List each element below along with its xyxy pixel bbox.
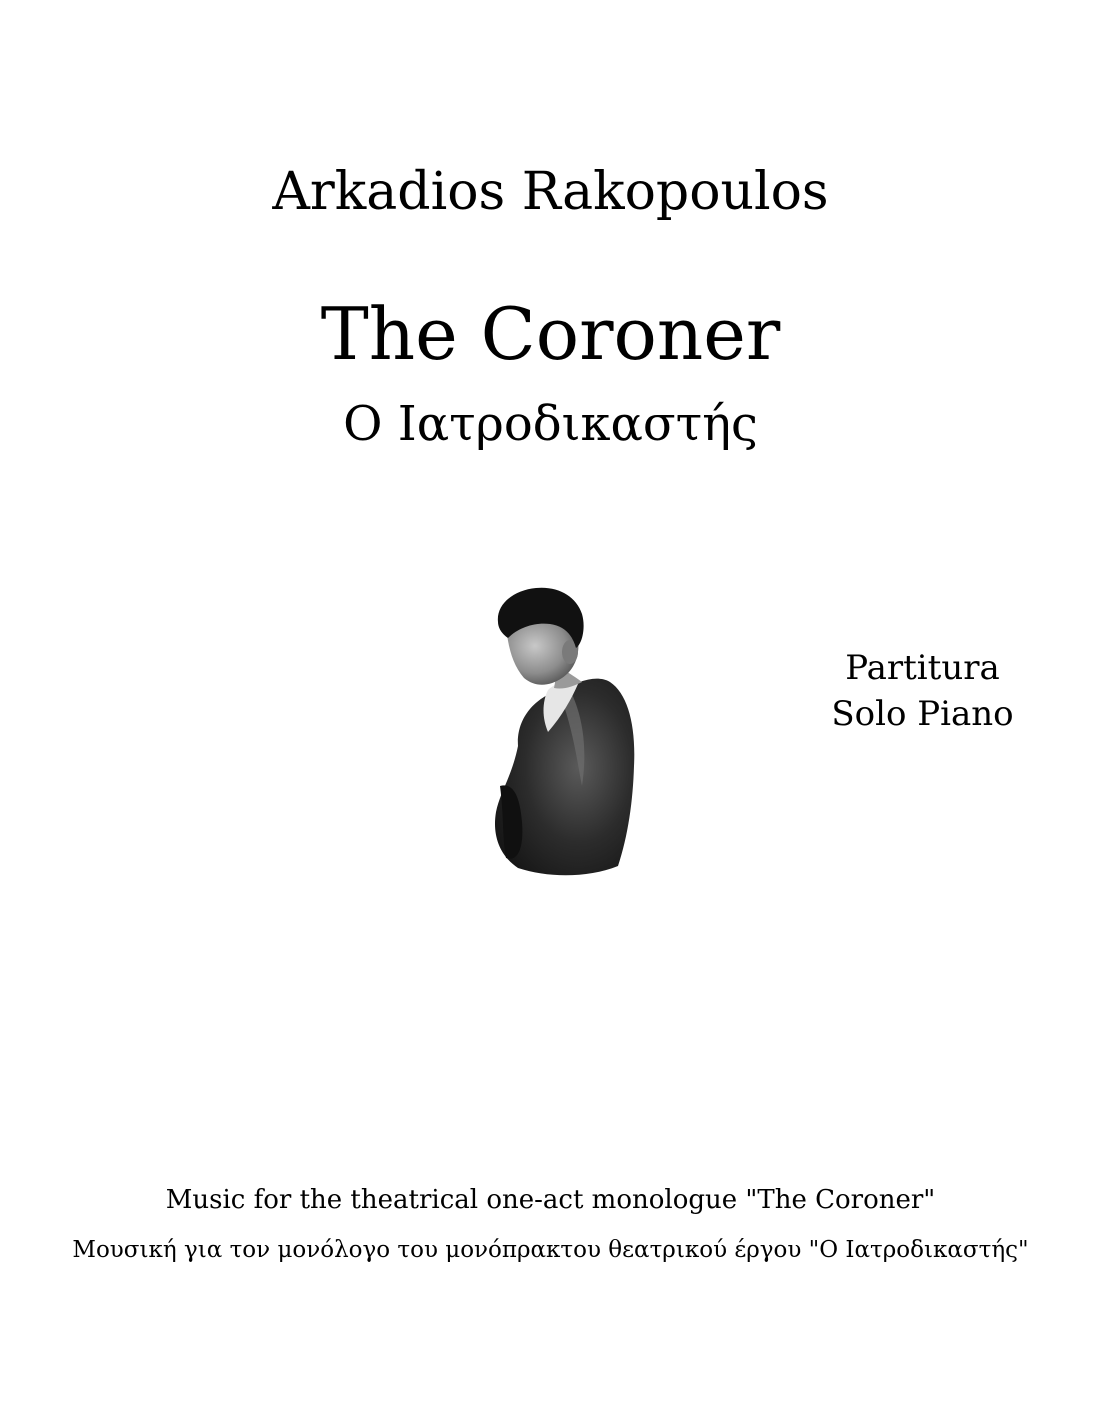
composer-name: Arkadios Rakopoulos: [272, 162, 829, 222]
edition-line-solo-piano: Solo Piano: [831, 694, 1014, 734]
edition-line-partitura: Partitura: [845, 648, 1000, 688]
description-english: Music for the theatrical one-act monologue "The Coroner": [165, 1185, 936, 1215]
title-english: The Coroner: [320, 292, 781, 376]
edition-info: [810, 645, 1035, 737]
title-greek: Ο Ιατροδικαστής: [343, 396, 758, 452]
description-greek: Μουσική για τον μονόλογο του μονόπρακτου θεατρικού έργου "Ο Ιατροδικαστής": [72, 1237, 1029, 1263]
portrait-photo: [478, 586, 648, 878]
